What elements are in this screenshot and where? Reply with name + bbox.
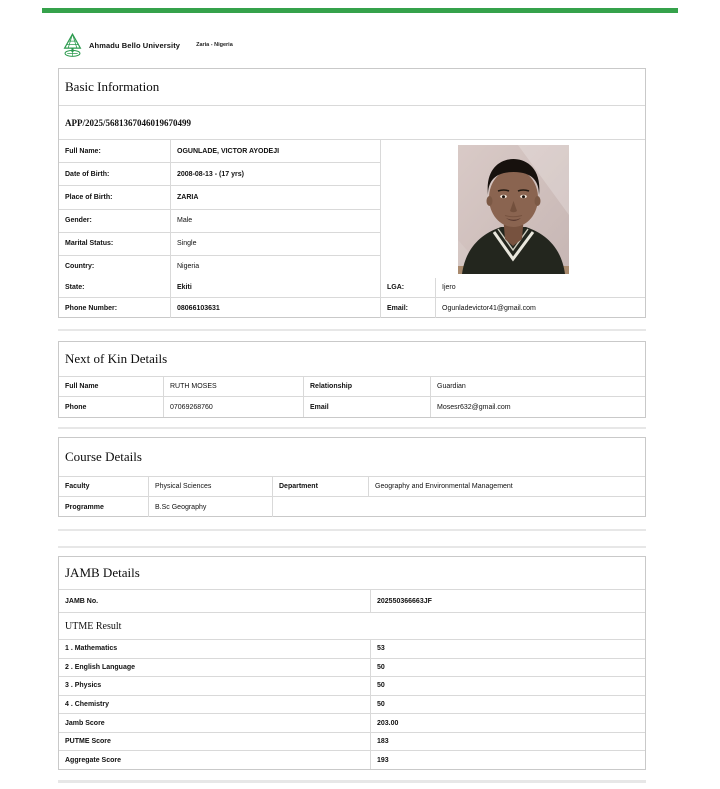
subject-1-score: 53 — [377, 645, 385, 653]
department-value: Geography and Environmental Management — [375, 483, 513, 490]
table-row — [59, 659, 645, 678]
lga-value: Ijero — [442, 284, 456, 291]
marital-status-label: Marital Status: — [59, 233, 171, 255]
subject-1-label: 1 . Mathematics — [59, 640, 371, 658]
department-label: Department — [273, 477, 369, 496]
application-number: APP/2025/5681367046019670499 — [59, 106, 645, 140]
course-details-title: Course Details — [59, 438, 645, 477]
putme-score-value: 183 — [377, 738, 389, 746]
table-row — [59, 256, 380, 278]
lga-label: LGA: — [381, 278, 436, 297]
table-row — [59, 590, 645, 613]
kin-phone-label: Phone — [59, 397, 164, 417]
programme-label: Programme — [59, 497, 149, 517]
basic-information-title: Basic Information — [59, 69, 645, 106]
jamb-score-label: Jamb Score — [59, 714, 371, 732]
aggregate-score-label: Aggregate Score — [59, 751, 371, 769]
utme-result-table — [59, 640, 645, 769]
photo-cell — [381, 140, 645, 278]
subject-2-label: 2 . English Language — [59, 659, 371, 677]
basic-information-section — [58, 68, 646, 318]
full-name-value: OGUNLADE, VICTOR AYODEJI — [177, 147, 280, 155]
jamb-details-title: JAMB Details — [59, 557, 645, 590]
phone-number-value: 08066103631 — [171, 298, 381, 318]
table-row — [59, 714, 645, 733]
section-divider — [58, 329, 646, 331]
table-row — [59, 677, 645, 696]
state-label: State: — [59, 278, 171, 297]
university-location: Zaria - Nigeria — [196, 42, 233, 48]
next-of-kin-section — [58, 341, 646, 418]
kin-full-name-label: Full Name — [59, 377, 164, 396]
kin-relationship-label: Relationship — [304, 377, 431, 396]
next-of-kin-title: Next of Kin Details — [59, 342, 645, 377]
table-row — [59, 140, 380, 163]
table-row — [59, 186, 380, 209]
table-row — [59, 298, 645, 318]
table-row — [59, 497, 645, 517]
subject-3-label: 3 . Physics — [59, 677, 371, 695]
kin-email-value: Mosesr632@gmail.com — [437, 403, 511, 411]
phone-number-label: Phone Number: — [59, 298, 171, 318]
place-of-birth-value: ZARIA — [177, 193, 199, 201]
section-divider — [58, 546, 646, 548]
subject-4-score: 50 — [377, 701, 385, 709]
table-row — [59, 210, 380, 233]
table-row — [59, 377, 645, 397]
faculty-value: Physical Sciences — [149, 477, 273, 496]
course-details-section — [58, 437, 646, 517]
subject-2-score: 50 — [377, 663, 385, 671]
section-divider — [58, 529, 646, 531]
email-value: Ogunladevictor41@gmail.com — [442, 304, 536, 312]
faculty-label: Faculty — [59, 477, 149, 496]
basic-info-left-table — [59, 140, 381, 278]
programme-value: B.Sc Geography — [149, 497, 273, 517]
empty-cell — [273, 497, 645, 517]
kin-phone-value: 07069268760 — [164, 397, 304, 417]
email-label: Email: — [381, 298, 436, 318]
table-row — [59, 477, 645, 497]
subject-4-label: 4 . Chemistry — [59, 696, 371, 714]
table-row — [59, 233, 380, 256]
university-header — [62, 32, 233, 58]
kin-full-name-value: RUTH MOSES — [164, 377, 304, 396]
country-label: Country: — [59, 256, 171, 278]
jamb-details-section — [58, 556, 646, 770]
jamb-no-label: JAMB No. — [59, 590, 371, 612]
putme-score-label: PUTME Score — [59, 733, 371, 751]
gender-label: Gender: — [59, 210, 171, 232]
jamb-score-value: 203.00 — [377, 719, 399, 727]
bottom-gray-bar — [58, 780, 646, 783]
table-row — [59, 397, 645, 417]
table-row — [59, 733, 645, 752]
table-row — [59, 278, 645, 298]
country-value: Nigeria — [177, 263, 200, 271]
table-row — [59, 696, 645, 715]
date-of-birth-label: Date of Birth: — [59, 163, 171, 185]
section-divider — [58, 427, 646, 429]
gender-value: Male — [177, 217, 193, 225]
university-name: Ahmadu Bello University — [89, 40, 181, 50]
kin-email-label: Email — [304, 397, 431, 417]
abu-logo-icon — [62, 33, 83, 58]
applicant-photo — [458, 145, 569, 274]
subject-3-score: 50 — [377, 682, 385, 690]
date-of-birth-value: 2008-08-13 - (17 yrs) — [177, 170, 244, 178]
table-row — [59, 751, 645, 769]
basic-info-table — [59, 140, 645, 278]
utme-result-title: UTME Result — [59, 613, 645, 640]
top-green-bar — [42, 8, 678, 13]
aggregate-score-value: 193 — [377, 756, 389, 764]
table-row — [59, 640, 645, 659]
marital-status-value: Single — [177, 240, 197, 248]
full-name-label: Full Name: — [59, 140, 171, 162]
state-value: Ekiti — [171, 278, 381, 297]
kin-relationship-value: Guardian — [437, 383, 466, 390]
jamb-no-value: 202550366663JF — [377, 597, 432, 605]
place-of-birth-label: Place of Birth: — [59, 186, 171, 208]
table-row — [59, 163, 380, 186]
